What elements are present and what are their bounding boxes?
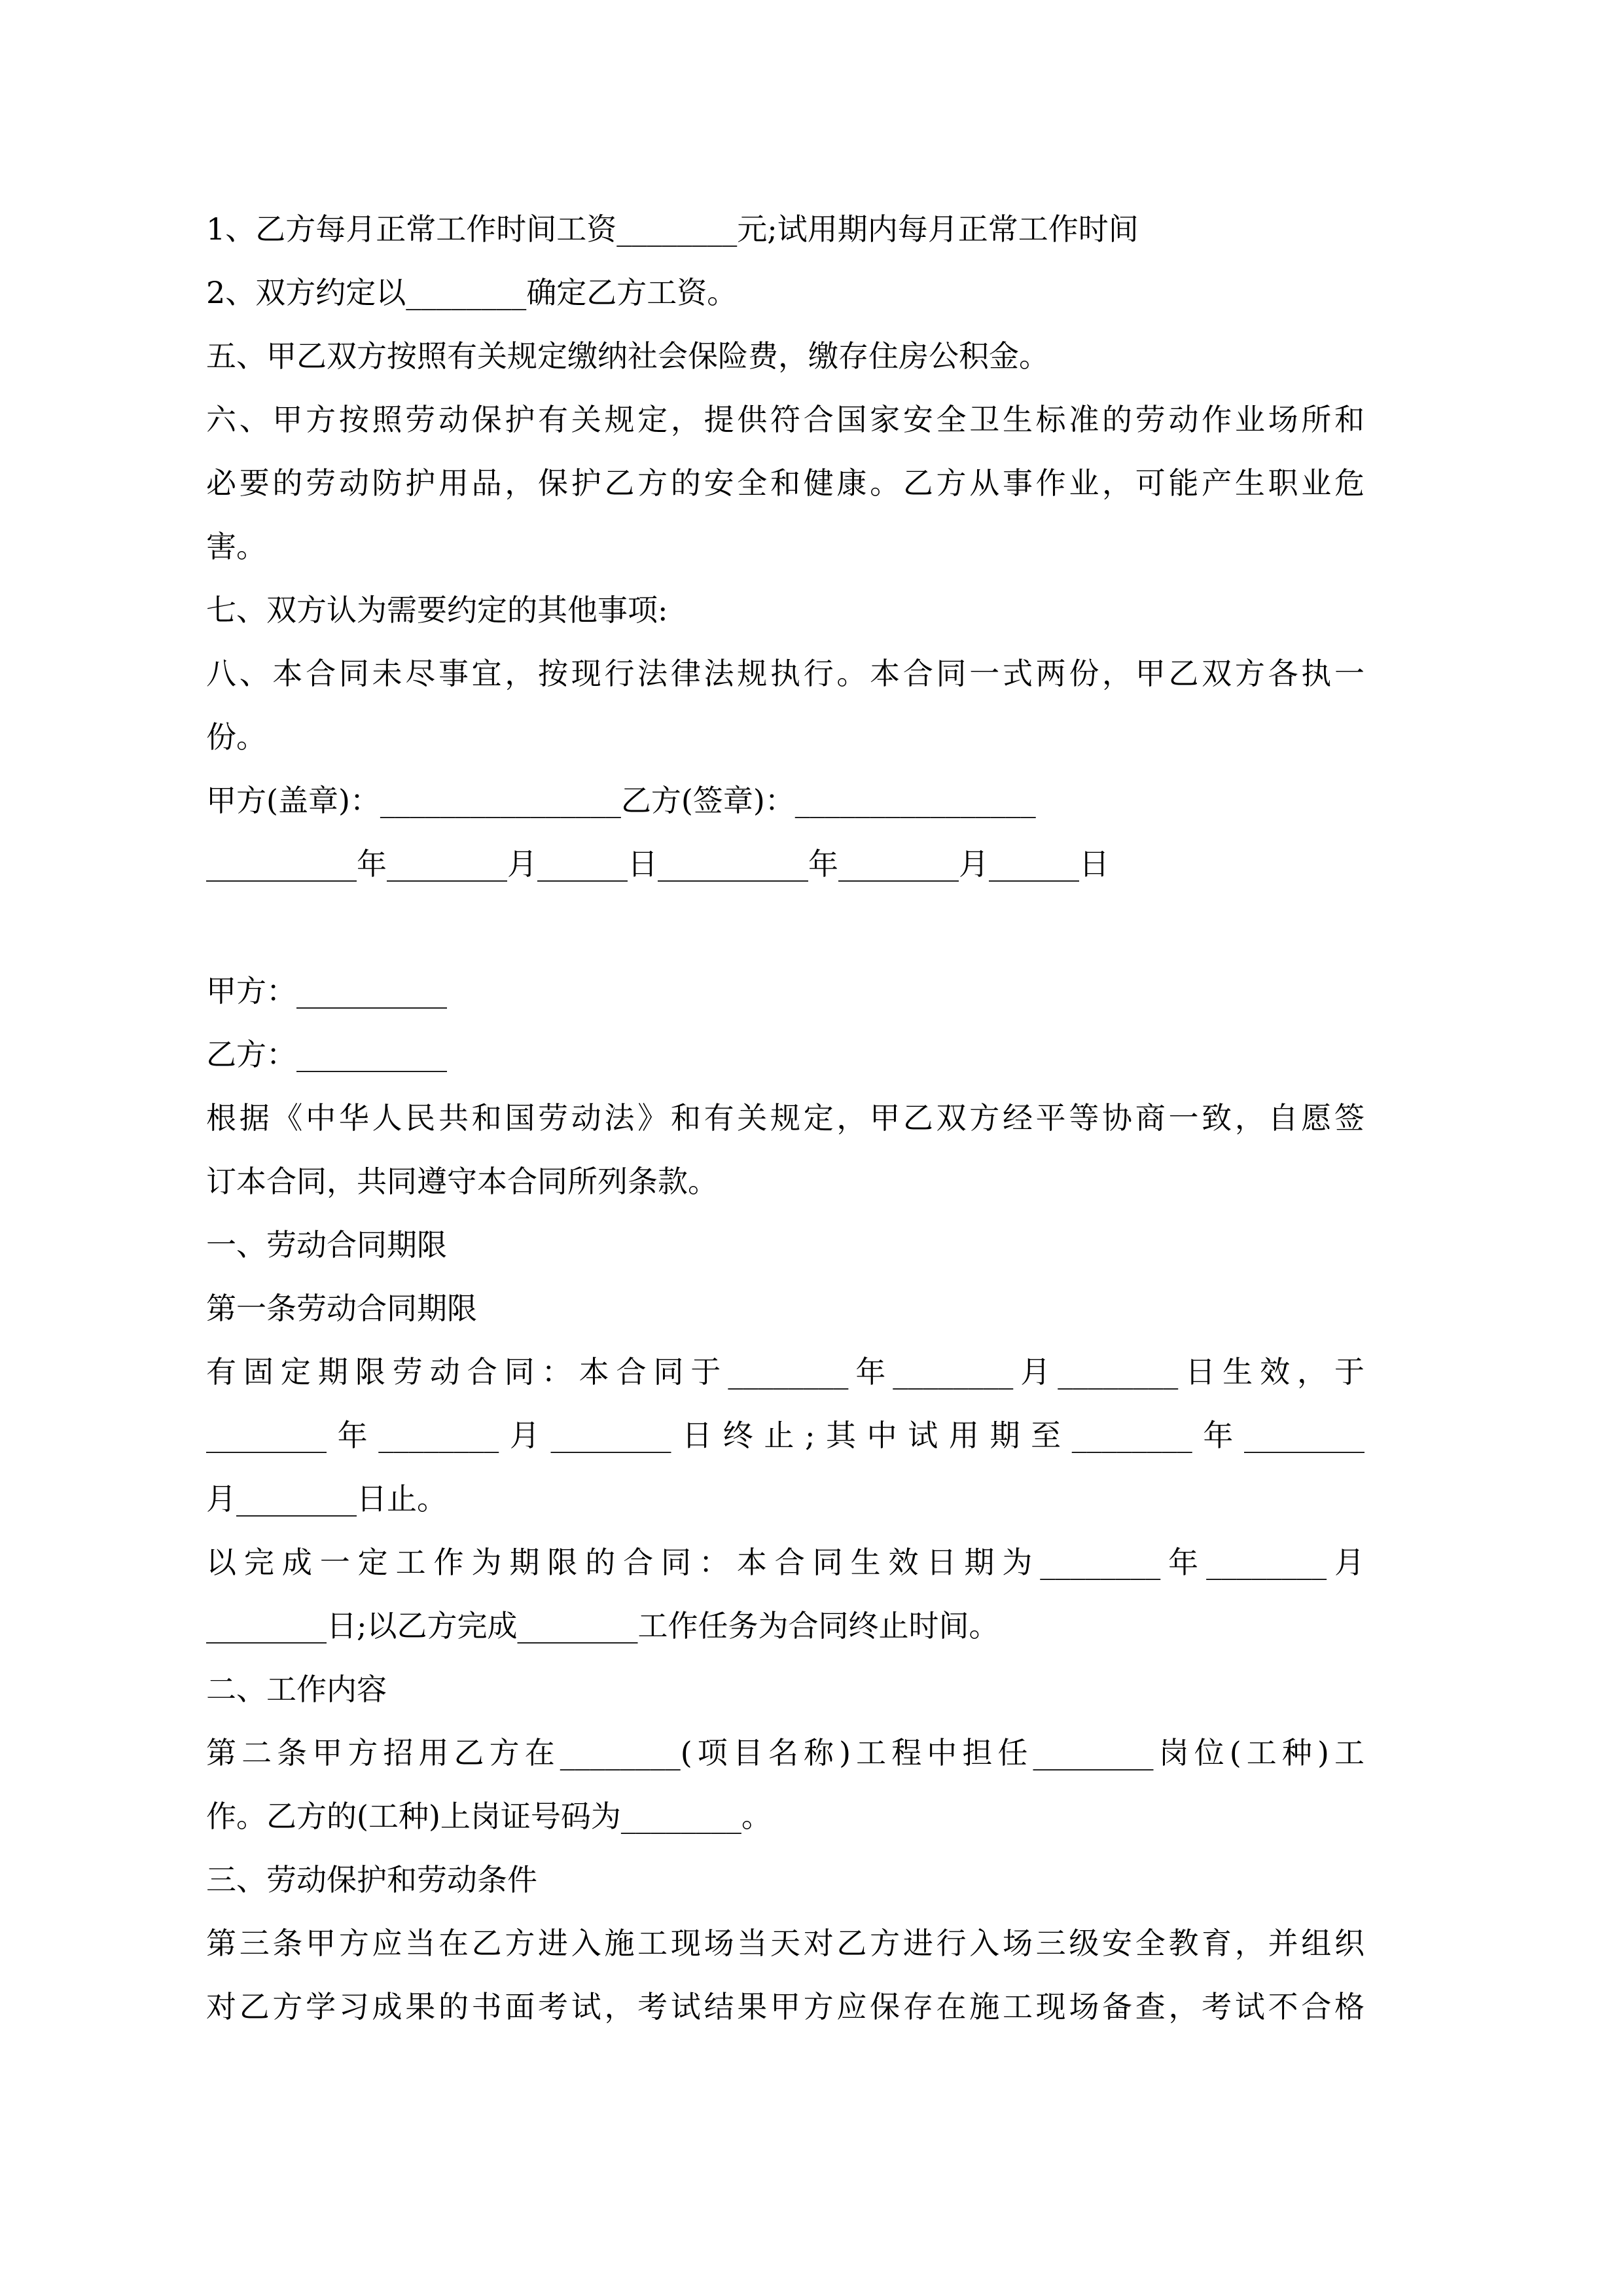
contract-line-misc-clause-1: 八、本合同未尽事宜，按现行法律法规执行。本合同一式两份，甲乙双方各执一 [206, 656, 1364, 691]
contract-line-fixed-term-2: ________年________月________日终止;其中试用期至________年________ [206, 1418, 1364, 1453]
contract-article-3-line-1: 第三条甲方应当在乙方进入施工现场当天对乙方进行入场三级安全教育，并组织 [206, 1926, 1364, 1961]
contract-line-salary-clause-1: 1、乙方每月正常工作时间工资________元;试用期内每月正常工作时间 [206, 211, 1139, 247]
contract-line-other-matters: 七、双方认为需要约定的其他事项: [206, 592, 668, 628]
contract-line-preamble-1: 根据《中华人民共和国劳动法》和有关规定，甲乙双方经平等协商一致，自愿签 [206, 1100, 1364, 1136]
contract-line-labor-protection-1: 六、甲方按照劳动保护有关规定，提供符合国家安全卫生标准的劳动作业场所和 [206, 402, 1364, 437]
contract-line-signature-dates: __________年________月______日__________年________月______日 [206, 846, 1109, 882]
contract-article-2-line-2: 作。乙方的(工种)上岗证号码为________。 [206, 1799, 772, 1834]
contract-line-task-term-1: 以完成一定工作为期限的合同：本合同生效日期为________年________月 [206, 1545, 1364, 1580]
contract-line-fixed-term-1: 有固定期限劳动合同：本合同于________年________月________日生效，于 [206, 1354, 1364, 1390]
contract-text-block [206, 198, 1364, 2039]
contract-article-3-line-2: 对乙方学习成果的书面考试，考试结果甲方应保存在施工现场备查，考试不合格 [206, 1989, 1364, 2024]
contract-line-preamble-2: 订本合同，共同遵守本合同所列条款。 [206, 1164, 718, 1199]
contract-line-labor-protection-2: 必要的劳动防护用品，保护乙方的安全和健康。乙方从事作业，可能产生职业危 [206, 465, 1364, 501]
contract-line-party-a-field: 甲方：__________ [206, 973, 447, 1009]
contract-line-social-insurance: 五、甲乙双方按照有关规定缴纳社会保险费，缴存住房公积金。 [206, 338, 1049, 374]
contract-section-term-heading: 一、劳动合同期限 [206, 1227, 447, 1263]
contract-line-task-term-2: ________日;以乙方完成________工作任务为合同终止时间。 [206, 1608, 999, 1643]
contract-line-signature-blocks: 甲方(盖章)：________________乙方(签章)：________________ [206, 783, 1036, 818]
contract-section-safety-heading: 三、劳动保护和劳动条件 [206, 1862, 537, 1897]
contract-line-party-b-field: 乙方：__________ [206, 1037, 447, 1072]
contract-line-blank-spacer [206, 896, 1364, 960]
contract-line-fixed-term-3: 月________日止。 [206, 1481, 447, 1516]
contract-article-2-line-1: 第二条甲方招用乙方在________(项目名称)工程中担任________岗位(工种)工 [206, 1735, 1364, 1770]
contract-line-labor-protection-3: 害。 [206, 529, 266, 564]
contract-section-work-heading: 二、工作内容 [206, 1672, 387, 1707]
contract-line-salary-clause-2: 2、双方约定以________确定乙方工资。 [206, 275, 738, 310]
contract-article-1-heading: 第一条劳动合同期限 [206, 1291, 477, 1326]
contract-line-misc-clause-2: 份。 [206, 719, 266, 755]
